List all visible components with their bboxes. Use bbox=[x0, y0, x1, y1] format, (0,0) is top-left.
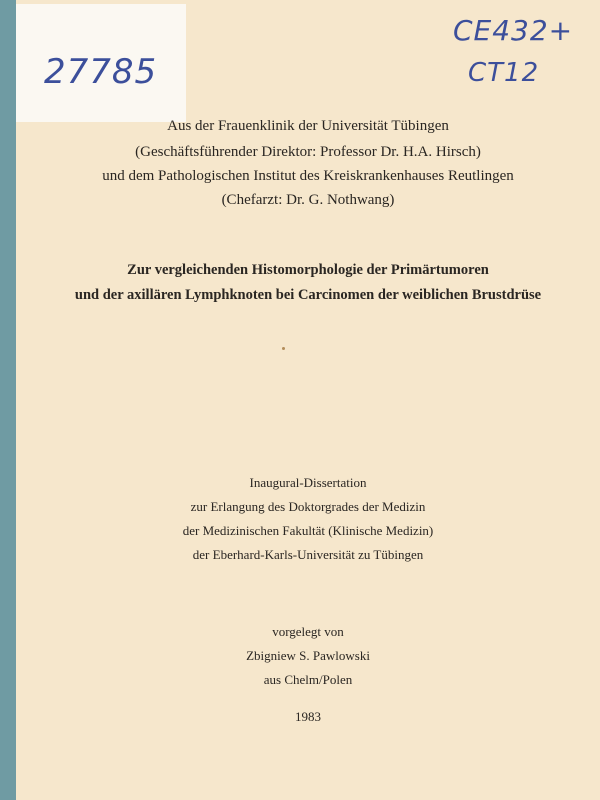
institute-line: und dem Pathologischen Institut des Kreiskrankenhauses Reutlingen bbox=[102, 168, 514, 184]
faculty-line: der Medizinischen Fakultät (Klinische Medizin) bbox=[182, 523, 434, 538]
degree-purpose: zur Erlangung des Doktorgrades der Medizin bbox=[190, 499, 426, 514]
dissertation-title-line-1: Zur vergleichenden Histomorphologie der Primärtumoren bbox=[127, 262, 489, 278]
university-line: der Eberhard-Karls-Universität zu Tübingen bbox=[192, 547, 424, 562]
publication-year: 1983 bbox=[295, 709, 321, 724]
director-line: (Geschäftsführender Direktor: Professor Dr. H.A. Hirsch) bbox=[135, 144, 481, 160]
handwritten-catalog-number: 27785 bbox=[44, 52, 158, 92]
author-name: Zbigniew S. Pawlowski bbox=[246, 648, 370, 663]
dissertation-type: Inaugural-Dissertation bbox=[249, 475, 367, 490]
handwritten-shelf-code: CE432+ bbox=[453, 14, 574, 47]
chief-physician-line: (Chefarzt: Dr. G. Nothwang) bbox=[221, 192, 395, 208]
dissertation-title-line-2: und der axillären Lymphknoten bei Carcinomen der weiblichen Brustdrüse bbox=[74, 287, 542, 303]
author-origin: aus Chelm/Polen bbox=[263, 672, 353, 687]
binding-spine bbox=[0, 0, 16, 800]
paper-speck bbox=[282, 347, 285, 350]
institution-line: Aus der Frauenklinik der Universität Tübingen bbox=[167, 118, 449, 134]
presented-by: vorgelegt von bbox=[272, 624, 344, 639]
handwritten-shelf-code-2: CT12 bbox=[468, 58, 540, 88]
